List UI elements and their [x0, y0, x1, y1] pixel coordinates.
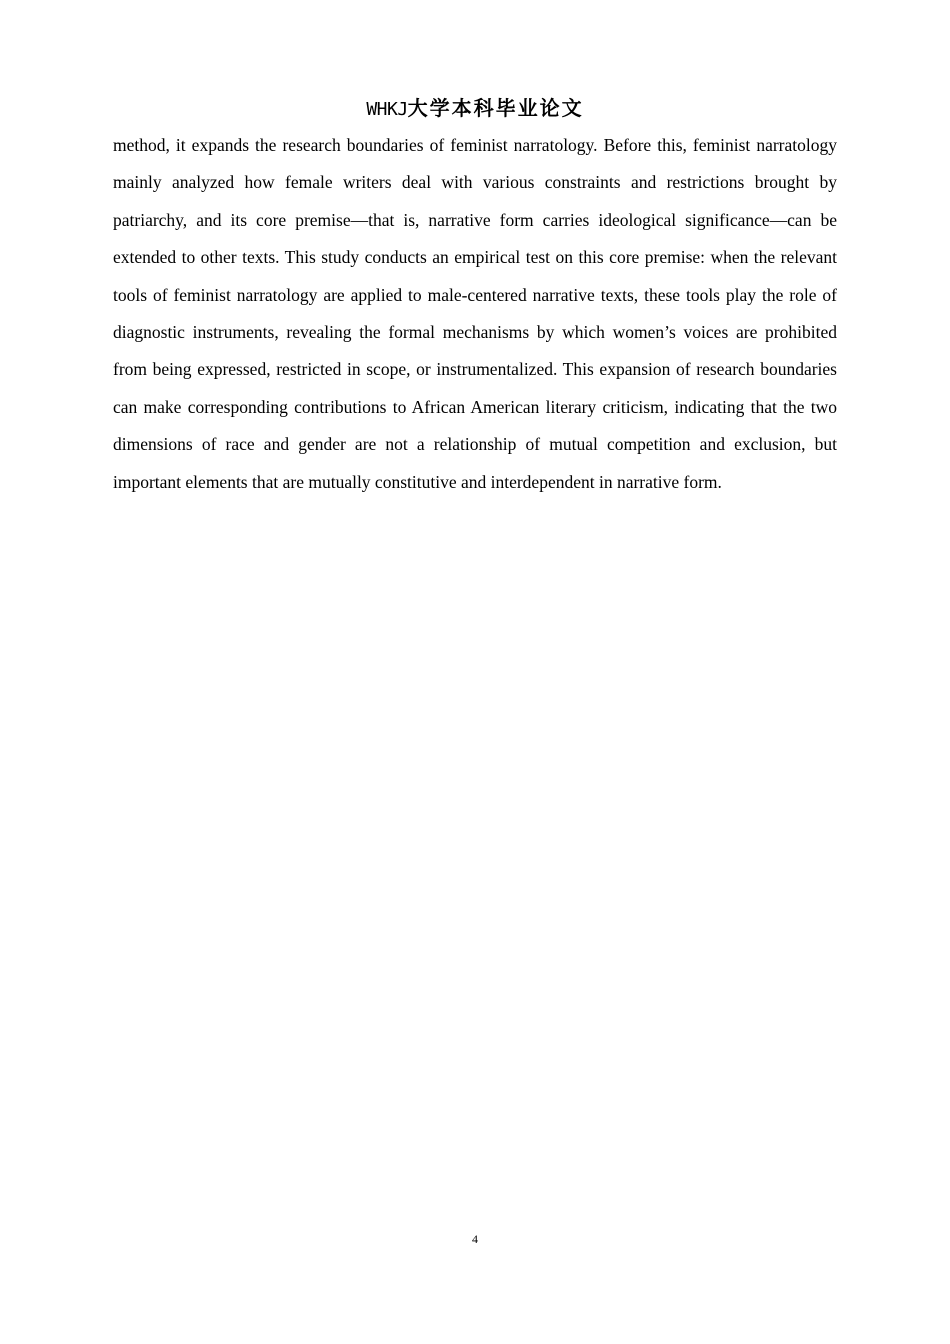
body-paragraph: method, it expands the research boundaries of feminist narratology. Before this, feminist narratology mainly analyzed how female writers deal with various constraints and restrictions brought by patriarchy, and its core premise—that is, narrative form carries ideological significance—can be extended to other texts. This study conducts an empirical test on this core premise: when the relevant tools of feminist narratology are applied to male-centered narrative texts, these tools play the role of diagnostic instruments, revealing the formal mechanisms by which women’s voices are prohibited from being expressed, restricted in scope, or instrumentalized. This expansion of research boundaries can make corresponding contributions to African American literary criticism, indicating that the two dimensions of race and gender are not a relationship of mutual competition and exclusion, but important elements that are mutually constitutive and interdependent in narrative form. — [113, 135, 837, 492]
header-thesis-title: 大学本科毕业论文 — [407, 96, 584, 120]
running-header — [0, 95, 950, 123]
header-university-code: WHKJ — [366, 99, 408, 120]
page-number: 4 — [472, 1232, 478, 1246]
